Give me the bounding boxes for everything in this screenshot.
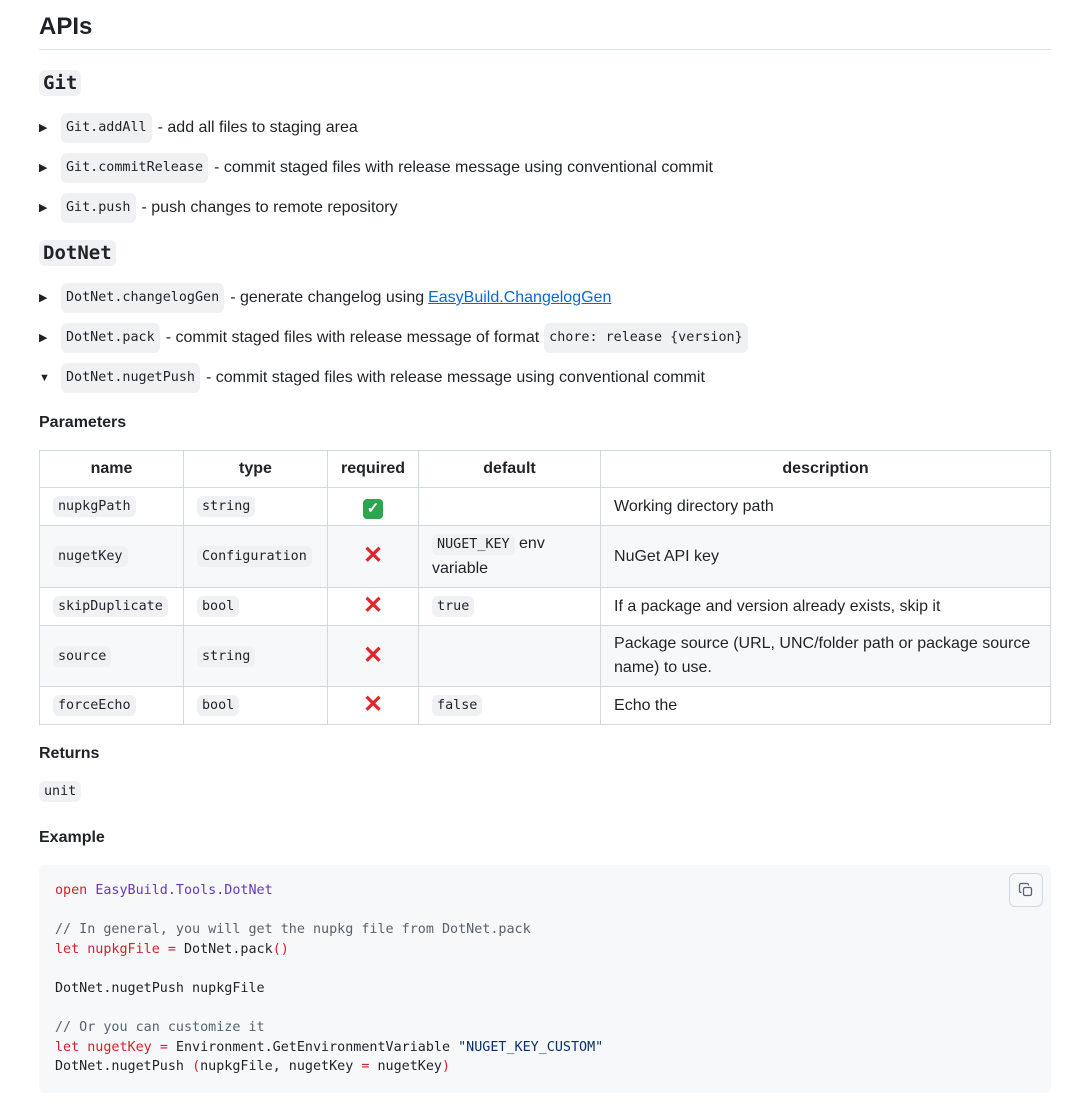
- param-name: nugetKey: [53, 546, 128, 567]
- check-mark-icon: ✓: [363, 499, 383, 519]
- code-line: [55, 922, 531, 937]
- api-name: DotNet.changelogGen: [61, 283, 224, 313]
- api-item-dotnet-changeloggen[interactable]: [39, 286, 611, 310]
- param-description: Echo the: [601, 687, 1051, 725]
- triangle-right-icon[interactable]: ▶: [39, 332, 48, 344]
- param-name: skipDuplicate: [53, 596, 168, 617]
- code-token: =: [361, 1059, 370, 1075]
- parameters-table: [39, 450, 1051, 725]
- cross-mark-icon: ✕: [362, 592, 384, 619]
- param-name: nupkgPath: [53, 496, 136, 517]
- default-code: true: [432, 596, 474, 617]
- column-header: default: [419, 451, 601, 488]
- code-token: [152, 1040, 160, 1055]
- code-token: "NUGET_KEY_CUSTOM": [458, 1039, 604, 1055]
- triangle-right-icon[interactable]: ▶: [39, 202, 48, 214]
- code-token: =: [159, 1039, 168, 1055]
- code-token: // Or you can customize it: [55, 1020, 265, 1036]
- page-title: APIs: [39, 12, 1051, 50]
- table-header-row: [40, 451, 1051, 488]
- table-row: [40, 626, 1051, 687]
- code-token: // In general, you will get the nupkg file from DotNet.pack: [55, 922, 531, 938]
- code-token: nupkgFile, nugetKey: [200, 1059, 362, 1075]
- column-header: required: [328, 451, 419, 488]
- table-row: [40, 588, 1051, 626]
- default-code: NUGET_KEY: [432, 534, 515, 555]
- code-line: [55, 883, 273, 898]
- api-name: Git.push: [61, 193, 136, 223]
- triangle-down-icon[interactable]: ▼: [39, 372, 50, 384]
- return-type: unit: [39, 781, 81, 802]
- api-item-git-commitrelease[interactable]: [39, 156, 713, 180]
- code-token: nugetKey: [369, 1059, 442, 1075]
- code-line: [55, 1020, 265, 1035]
- api-item-dotnet-nugetpush[interactable]: [39, 366, 705, 390]
- param-description: If a package and version already exists, skip it: [601, 588, 1051, 626]
- code-token: let: [55, 941, 80, 957]
- api-description: - commit staged files with release message using conventional commit: [214, 159, 713, 176]
- api-description: - commit staged files with release message of format: [165, 329, 540, 346]
- api-item-dotnet-pack[interactable]: [39, 326, 754, 350]
- api-item-git-addall[interactable]: [39, 116, 358, 140]
- parameters-heading: Parameters: [39, 414, 127, 431]
- table-row: [40, 488, 1051, 526]
- param-type: Configuration: [197, 546, 312, 567]
- copy-button[interactable]: [1009, 873, 1043, 907]
- param-type: bool: [197, 695, 239, 716]
- api-description: - generate changelog using: [230, 289, 425, 306]
- triangle-right-icon[interactable]: ▶: [39, 122, 48, 134]
- easybuild-changeloggen-link[interactable]: EasyBuild.ChangelogGen: [428, 289, 612, 306]
- api-description: - add all files to staging area: [157, 119, 358, 136]
- code-token: open: [55, 883, 88, 898]
- param-default: [419, 588, 601, 626]
- code-token: (): [272, 941, 289, 957]
- param-type: bool: [197, 596, 239, 617]
- column-header: type: [184, 451, 328, 488]
- code-token: Environment.GetEnvironmentVariable: [167, 1039, 459, 1055]
- code-token: DotNet.nugetPush nupkgFile: [55, 980, 265, 996]
- section-title: Git: [39, 70, 81, 96]
- api-description: - push changes to remote repository: [141, 199, 398, 216]
- api-name: DotNet.pack: [61, 323, 160, 353]
- param-type: string: [197, 496, 255, 517]
- returns-value: [39, 782, 81, 800]
- code-token: (: [192, 1059, 201, 1075]
- code-token: EasyBuild.Tools.DotNet: [95, 883, 273, 898]
- table-row: [40, 526, 1051, 588]
- api-item-git-push[interactable]: [39, 196, 398, 220]
- api-description: - commit staged files with release message using conventional commit: [206, 369, 705, 386]
- param-default: [419, 687, 601, 725]
- param-name: source: [53, 646, 111, 667]
- cross-mark-icon: ✕: [362, 641, 384, 669]
- param-default: [419, 488, 601, 526]
- code-content: [55, 881, 1035, 1077]
- copy-icon: [1018, 882, 1034, 898]
- section-title: DotNet: [39, 240, 116, 266]
- code-token: DotNet.pack: [175, 941, 273, 957]
- release-format-code: chore: release {version}: [544, 323, 747, 353]
- code-token: nugetKey: [87, 1039, 152, 1055]
- column-header: description: [601, 451, 1051, 488]
- code-line: [55, 1059, 450, 1074]
- example-heading: Example: [39, 829, 105, 846]
- triangle-right-icon[interactable]: ▶: [39, 162, 48, 174]
- api-name: DotNet.nugetPush: [61, 363, 200, 393]
- param-description: Package source (URL, UNC/folder path or package source name) to use.: [601, 626, 1051, 687]
- api-name: Git.addAll: [61, 113, 152, 143]
- code-token: nupkgFile: [87, 941, 160, 957]
- triangle-right-icon[interactable]: ▶: [39, 292, 48, 304]
- param-default: [419, 626, 601, 687]
- section-heading-dotnet: [39, 242, 116, 265]
- returns-heading: Returns: [39, 745, 100, 762]
- param-description: NuGet API key: [601, 526, 1051, 588]
- default-code: false: [432, 695, 482, 716]
- code-line: [55, 942, 289, 957]
- code-token: ): [442, 1059, 451, 1075]
- code-line: [55, 1040, 603, 1055]
- api-name: Git.commitRelease: [61, 153, 208, 183]
- example-code-block: [39, 865, 1051, 1093]
- param-default: [419, 526, 601, 588]
- code-token: =: [167, 941, 176, 957]
- code-token: DotNet.nugetPush: [55, 1059, 193, 1075]
- code-token: let: [55, 1039, 80, 1055]
- default-text: env variable: [432, 535, 545, 577]
- param-type: string: [197, 646, 255, 667]
- cross-mark-icon: ✕: [362, 542, 384, 569]
- table-row: [40, 687, 1051, 725]
- code-line: [55, 981, 265, 996]
- param-description: Working directory path: [601, 488, 1051, 526]
- param-name: forceEcho: [53, 695, 136, 716]
- section-heading-git: [39, 72, 81, 95]
- column-header: name: [40, 451, 184, 488]
- cross-mark-icon: ✕: [362, 691, 384, 718]
- code-token: [160, 942, 168, 957]
